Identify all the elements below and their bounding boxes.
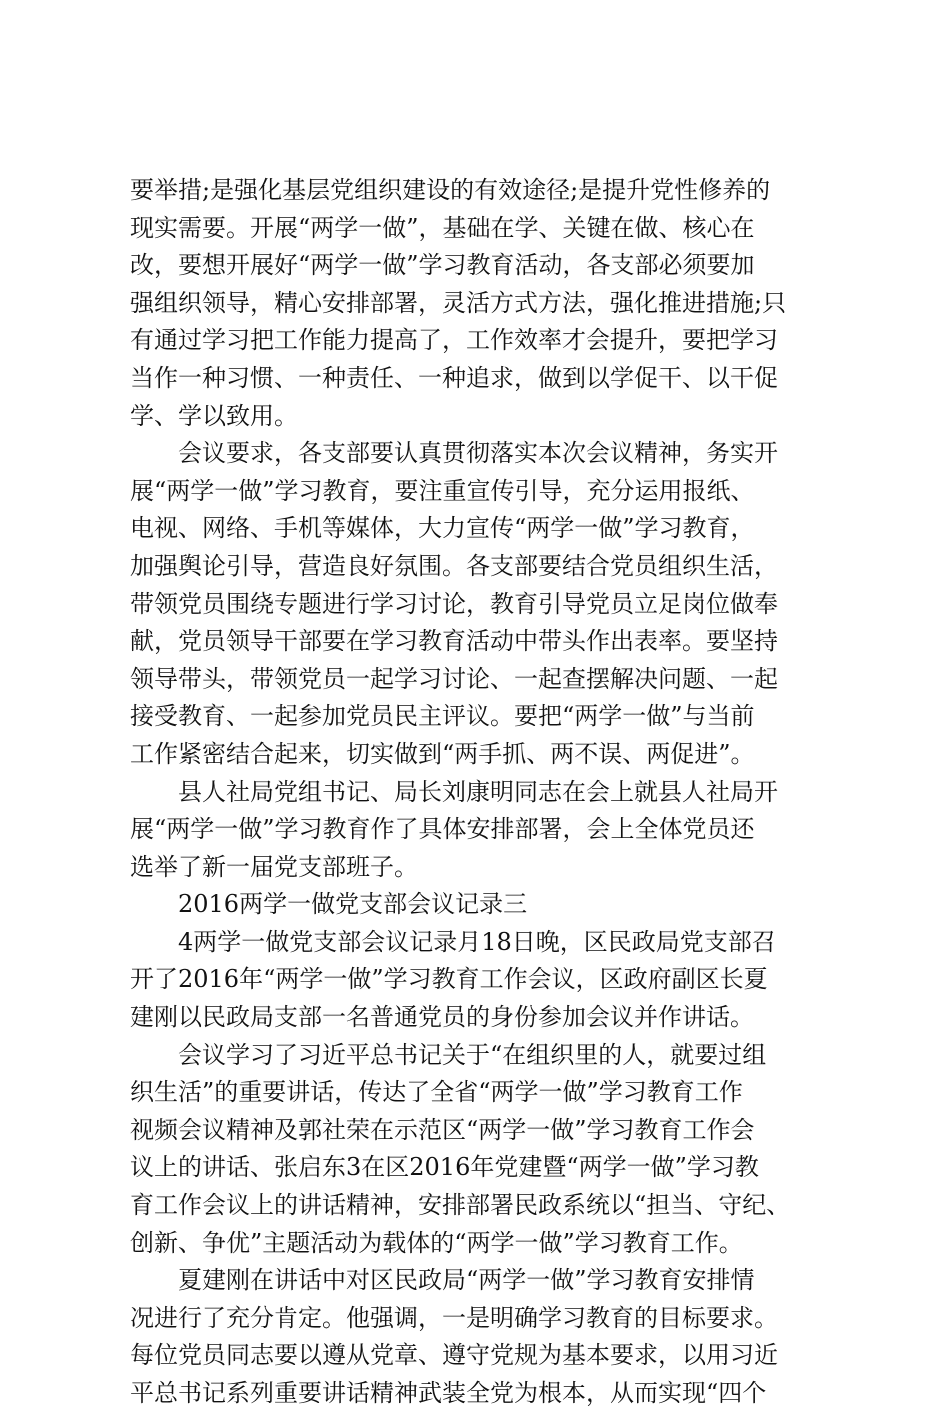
text-line: 创新、争优”主题活动为载体的“两学一做”学习教育工作。 [130, 1228, 743, 1257]
text-line: 平总书记系列重要讲话精神武装全党为根本，从而实现“四个 [130, 1379, 767, 1407]
text-line: 接受教育、一起参加党员民主评议。要把“两学一做”与当前 [130, 702, 755, 731]
text-line: 开了2016年“两学一做”学习教育工作会议，区政府副区长夏 [130, 965, 768, 994]
text-line: 强组织领导，精心安排部署，灵活方式方法，强化推进措施;只 [130, 288, 787, 317]
text-line: 有通过学习把工作能力提高了，工作效率才会提升，要把学习 [130, 326, 778, 355]
text-line: 议上的讲话、张启东3在区2016年党建暨“两学一做”学习教 [130, 1153, 759, 1182]
text-line: 加强舆论引导，营造良好氛围。各支部要结合党员组织生活， [130, 551, 778, 580]
text-line: 现实需要。开展“两学一做”，基础在学、关键在做、核心在 [130, 213, 755, 242]
document-body-text [130, 172, 850, 1413]
text-line: 展“两学一做”学习教育，要注重宣传引导，充分运用报纸、 [130, 476, 755, 505]
text-line: 选举了新一届党支部班子。 [130, 852, 418, 881]
text-line: 夏建刚在讲话中对区民政局“两学一做”学习教育安排情 [130, 1266, 755, 1295]
text-line: 建刚以民政局支部一名普通党员的身份参加会议并作讲话。 [130, 1003, 754, 1032]
text-line: 育工作会议上的讲话精神，安排部署民政系统以“担当、守纪、 [130, 1191, 791, 1220]
text-line: 改，要想开展好“两学一做”学习教育活动，各支部必须要加 [130, 251, 755, 280]
text-line: 当作一种习惯、一种责任、一种追求，做到以学促干、以干促 [130, 363, 778, 392]
text-line: 况进行了充分肯定。他强调，一是明确学习教育的目标要求。 [130, 1303, 778, 1332]
section-heading: 2016两学一做党支部会议记录三 [130, 890, 528, 919]
text-line: 会议要求，各支部要认真贯彻落实本次会议精神，务实开 [130, 439, 778, 468]
text-line: 每位党员同志要以遵从党章、遵守党规为基本要求，以用习近 [130, 1341, 778, 1370]
text-line: 电视、网络、手机等媒体，大力宣传“两学一做”学习教育， [130, 514, 755, 543]
text-line: 会议学习了习近平总书记关于“在组织里的人，就要过组 [130, 1040, 767, 1069]
text-line: 献，党员领导干部要在学习教育活动中带头作出表率。要坚持 [130, 627, 778, 656]
text-line: 领导带头，带领党员一起学习讨论、一起查摆解决问题、一起 [130, 664, 778, 693]
text-line: 带领党员围绕专题进行学习讨论，教育引导党员立足岗位做奉 [130, 589, 778, 618]
text-line: 学、学以致用。 [130, 401, 298, 430]
text-line: 要举措;是强化基层党组织建设的有效途径;是提升党性修养的 [130, 176, 771, 204]
text-line: 工作紧密结合起来，切实做到“两手抓、两不误、两促进”。 [130, 739, 755, 768]
text-line: 县人社局党组书记、局长刘康明同志在会上就县人社局开 [130, 777, 778, 806]
text-line: 织生活”的重要讲话，传达了全省“两学一做”学习教育工作 [130, 1078, 743, 1107]
text-line: 展“两学一做”学习教育作了具体安排部署，会上全体党员还 [130, 815, 755, 844]
text-line: 视频会议精神及郭社荣在示范区“两学一做”学习教育工作会 [130, 1115, 755, 1144]
text-line: 4两学一做党支部会议记录月18日晚，区民政局党支部召 [130, 927, 776, 956]
